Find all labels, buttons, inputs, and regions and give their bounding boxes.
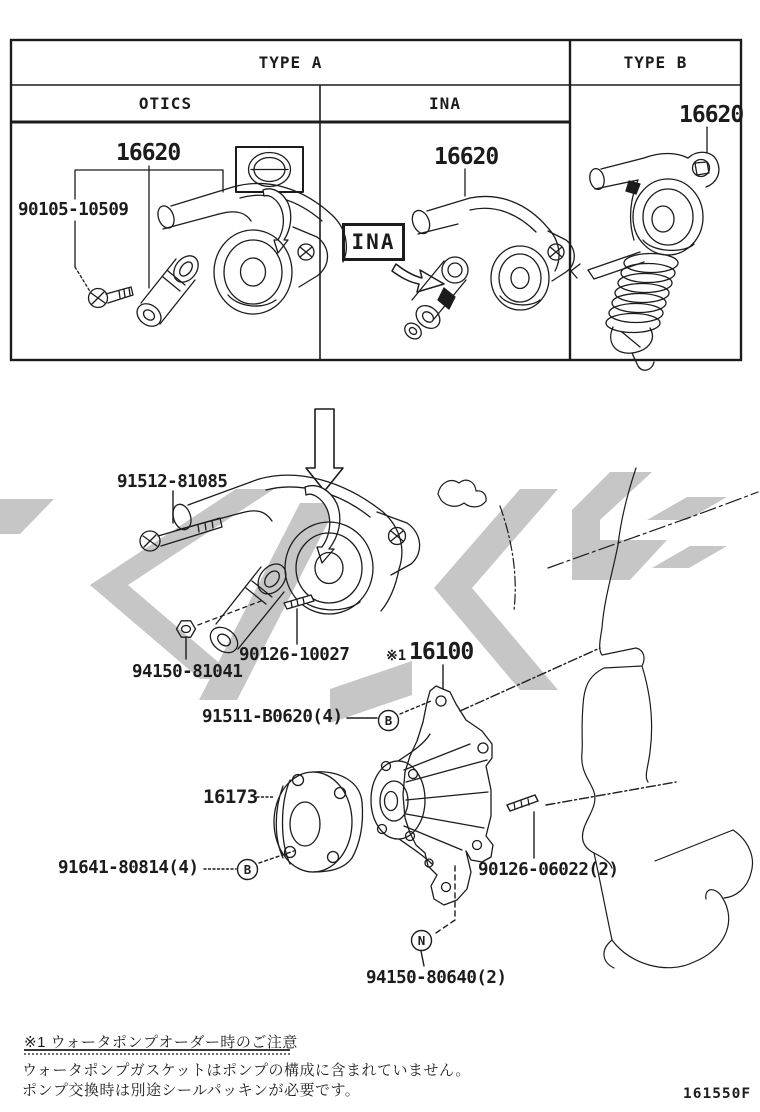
part-label-90126-10027: 90126-10027: [239, 645, 350, 665]
footnote-title: ※1 ウォータポンプオーダー時のご注意: [24, 1034, 298, 1051]
part-label-94150-81041: 94150-81041: [132, 662, 243, 682]
table-header-otics: OTICS: [138, 94, 193, 113]
footnote-line1: ウォータポンプガスケットはポンプの構成に含まれていません。: [22, 1062, 471, 1079]
figure-code: 161550F: [683, 1086, 752, 1102]
table-header-type-a: TYPE A: [258, 53, 323, 72]
footnote-line2: ポンプ交換時は別途シールパッキンが必要です。: [22, 1082, 361, 1099]
marker-n-pump-nut: N: [417, 933, 426, 948]
table-header-ina: INA: [429, 94, 461, 113]
part-label-90126-06022: 90126-06022(2): [478, 860, 619, 880]
table-header-type-b: TYPE B: [623, 53, 688, 72]
part-label-94150-80640: 94150-80640(2): [366, 968, 507, 988]
part-label-91512-81085: 91512-81085: [117, 472, 228, 492]
part-label-typeb-16620: 16620: [679, 102, 744, 128]
part-label-16100: 16100: [409, 639, 474, 665]
part-label-90105-10509: 90105-10509: [18, 200, 129, 220]
typeb-tensioner-drawing: [571, 127, 719, 370]
down-arrow-icon: [306, 409, 343, 491]
otics-tensioner-drawing: [75, 147, 346, 331]
marker-b-pulley-bolt: B: [243, 862, 252, 877]
marker-circles: [238, 711, 432, 951]
note-ref-mark: ※1: [386, 648, 407, 664]
ina-tensioner-drawing: [392, 169, 574, 342]
part-label-ina-16620: 16620: [434, 144, 499, 170]
part-label-16173: 16173: [203, 786, 258, 808]
part-label-otics-16620: 16620: [116, 140, 181, 166]
part-label-91511-B0620: 91511-B0620(4): [202, 707, 343, 727]
ina-brand-badge: INA: [342, 223, 405, 261]
marker-b-pump-bolt: B: [384, 713, 393, 728]
pump-pulley-drawing: [274, 772, 363, 872]
part-label-91641-80814: 91641-80814(4): [58, 858, 199, 878]
